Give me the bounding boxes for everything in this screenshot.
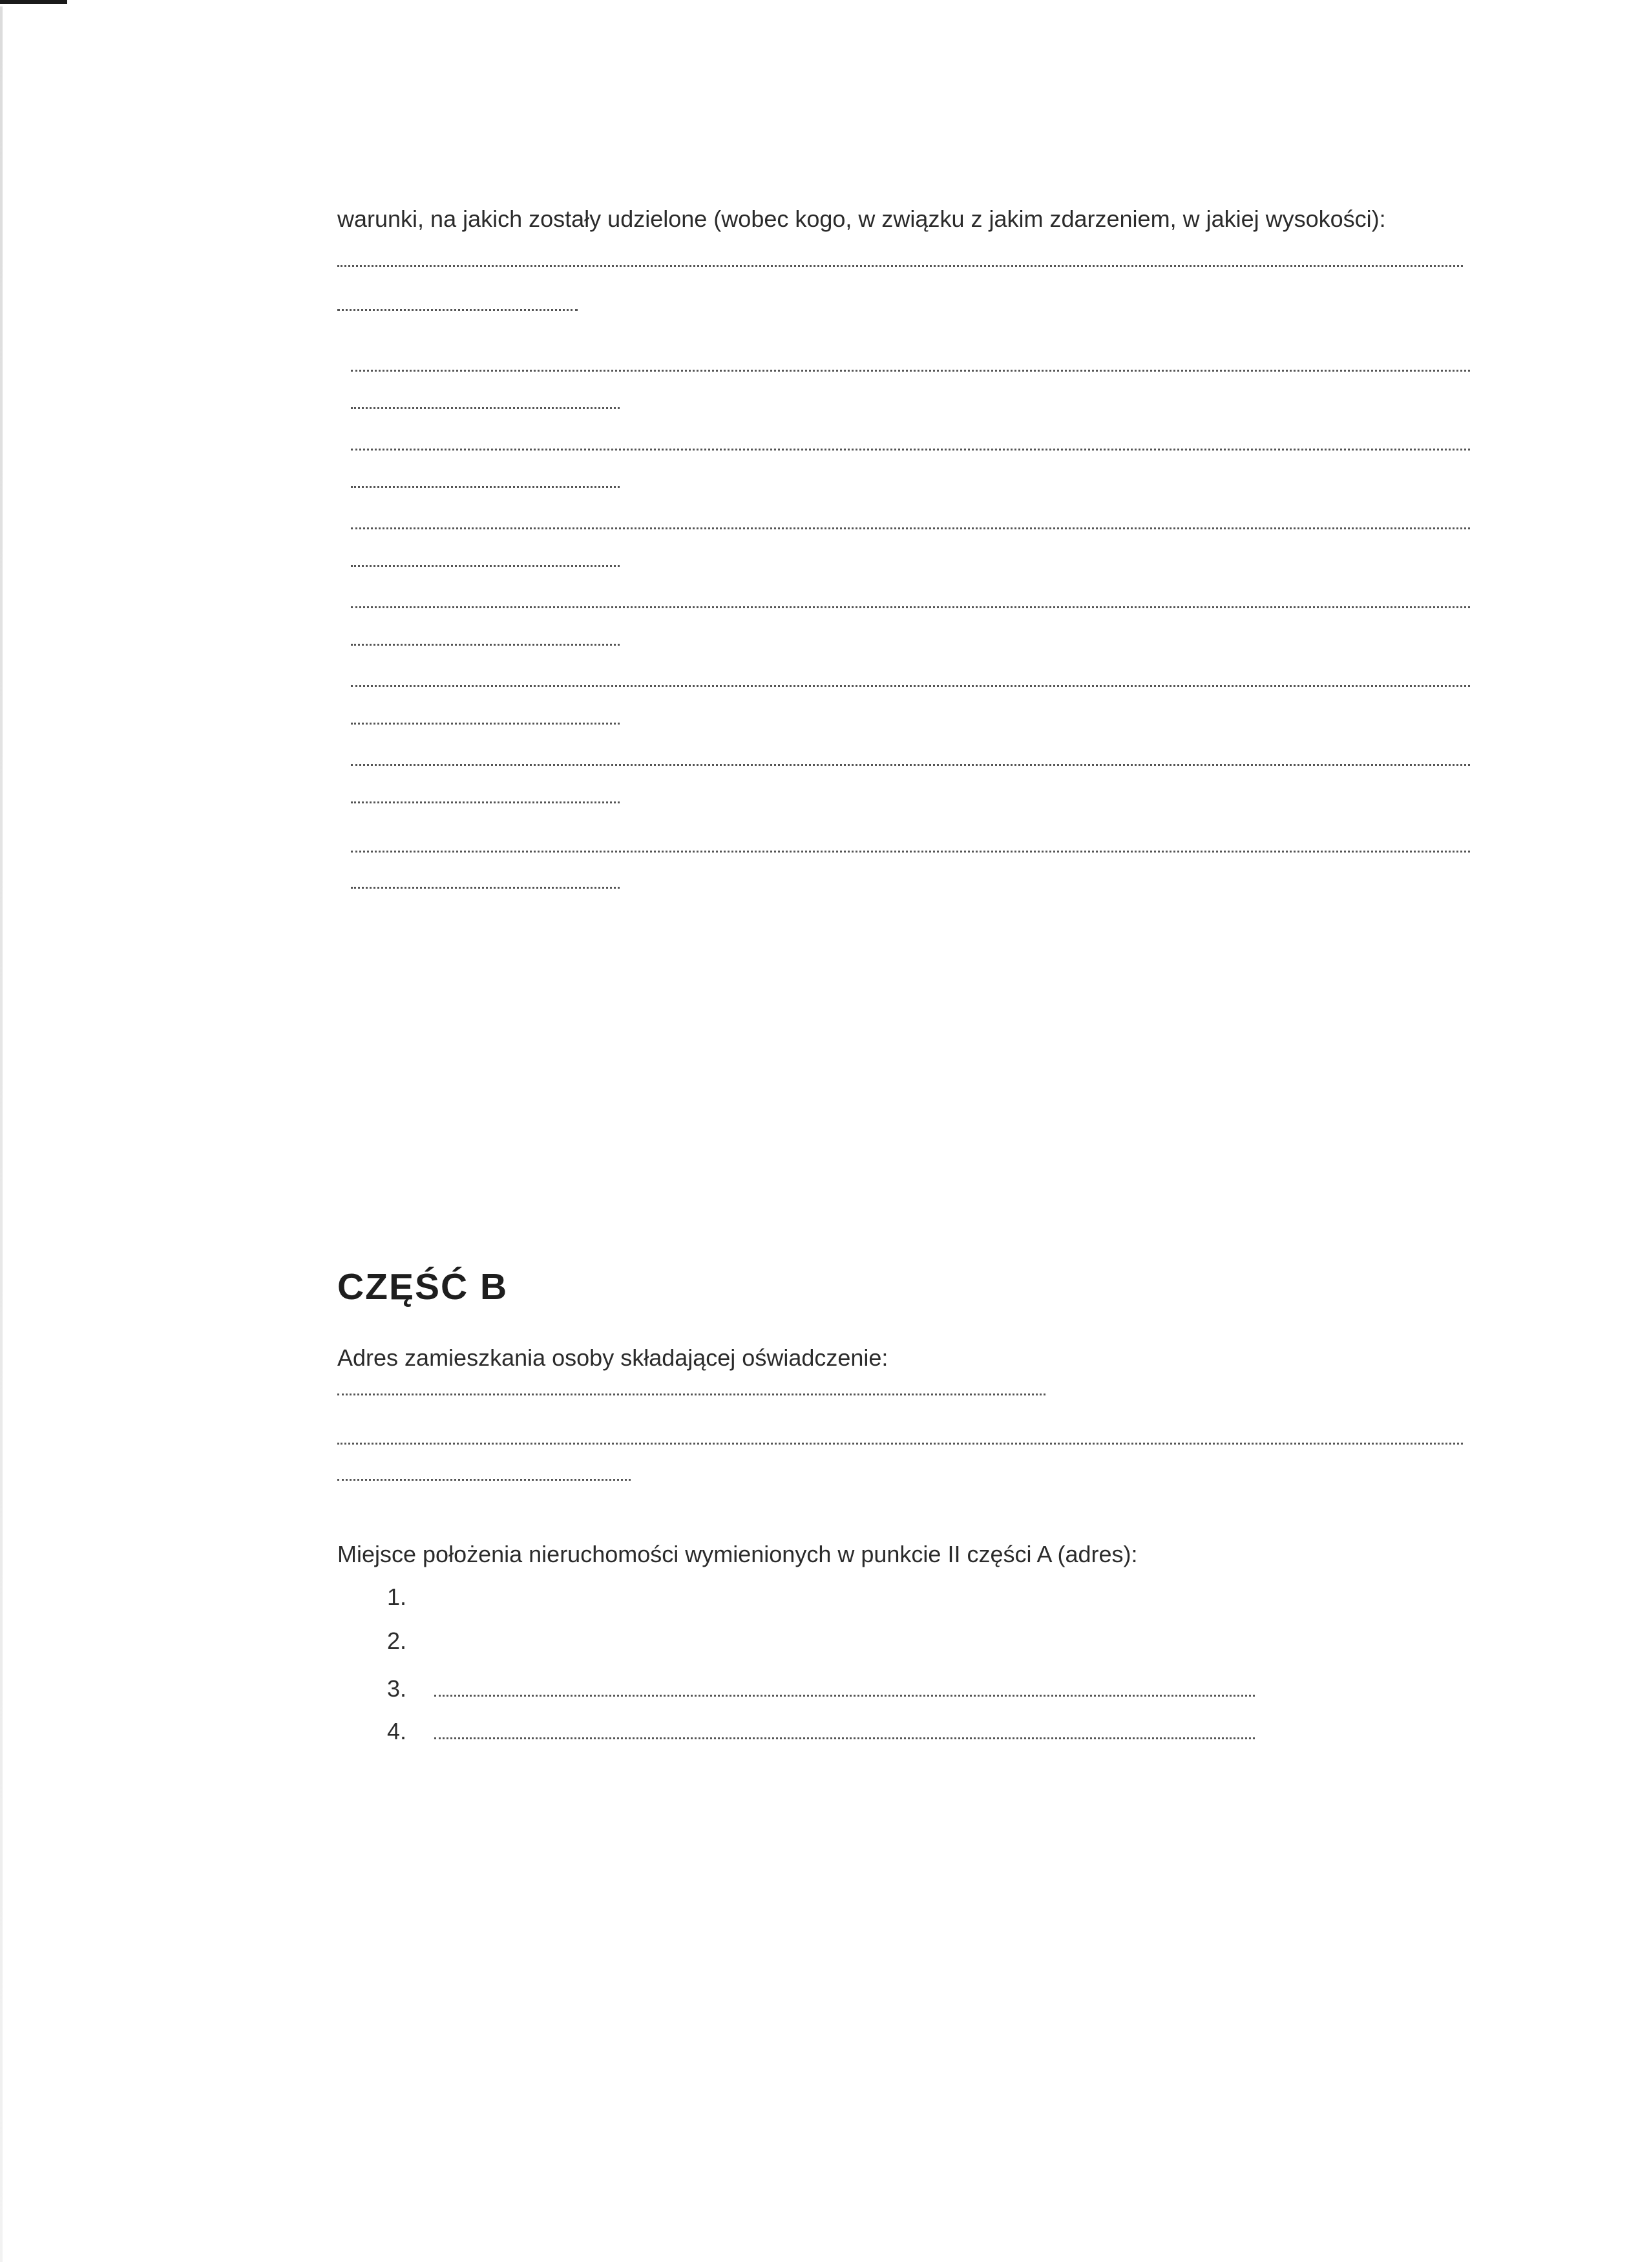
address-line[interactable]: [337, 1443, 1463, 1445]
property-line[interactable]: [434, 1737, 1255, 1739]
fill-line[interactable]: [351, 764, 1470, 766]
conditions-label: warunki, na jakich zostały udzielone (wobec kogo, w związku z jakim zdarzeniem, w jakiej wysokości):: [337, 206, 1386, 232]
fill-line[interactable]: [351, 685, 1470, 687]
address-line[interactable]: [337, 1394, 1045, 1395]
fill-line[interactable]: [351, 723, 620, 725]
fill-line[interactable]: [351, 565, 620, 567]
fill-line[interactable]: [351, 644, 620, 646]
list-item-number: 3.: [387, 1675, 407, 1702]
fill-line[interactable]: [351, 801, 620, 803]
scan-corner-mark: [0, 0, 67, 4]
fill-line[interactable]: [351, 851, 1470, 853]
list-item-number: 2.: [387, 1627, 407, 1654]
fill-line[interactable]: [337, 265, 1463, 267]
fill-line[interactable]: [351, 527, 1470, 529]
fill-line[interactable]: [337, 309, 578, 311]
fill-line[interactable]: [351, 370, 1470, 372]
list-item-number: 4.: [387, 1718, 407, 1744]
property-line[interactable]: [434, 1695, 1255, 1697]
fill-line[interactable]: [351, 486, 620, 488]
scan-edge: [0, 6, 3, 2262]
fill-line[interactable]: [351, 887, 620, 889]
address-label: Adres zamieszkania osoby składającej oświadczenie:: [337, 1344, 888, 1371]
list-item-number: 1.: [387, 1584, 407, 1610]
fill-line[interactable]: [351, 407, 620, 409]
address-line[interactable]: [337, 1479, 631, 1481]
property-location-label: Miejsce położenia nieruchomości wymienionych w punkcie II części A (adres):: [337, 1541, 1138, 1567]
fill-line[interactable]: [351, 449, 1470, 450]
fill-line[interactable]: [351, 606, 1470, 608]
section-heading: CZĘŚĆ B: [337, 1266, 509, 1308]
